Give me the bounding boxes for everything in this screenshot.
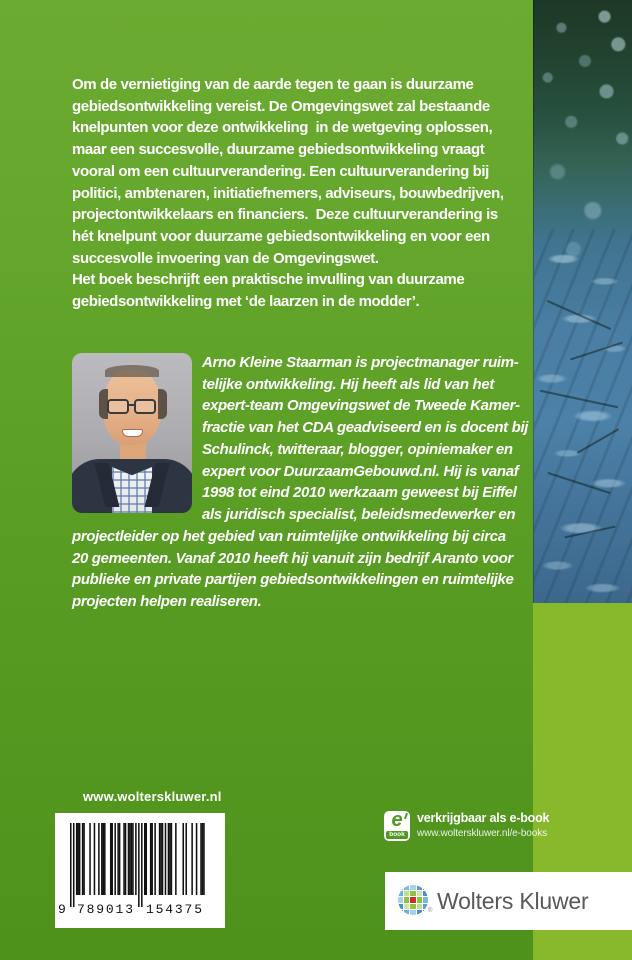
ebook-badge-letter: e — [391, 809, 403, 831]
globe-mosaic-cell — [404, 910, 409, 915]
ebook-badge-icon — [384, 811, 410, 841]
water-ripples-overlay — [534, 229, 632, 603]
bio-line: Schulinck, twitteraar, blogger, opiniemaker en — [202, 440, 513, 458]
back-cover-blurb — [72, 74, 524, 313]
portrait-hair — [158, 389, 167, 419]
globe-mosaic-cell — [398, 910, 403, 915]
globe-mosaic-cell — [410, 891, 415, 896]
blurb-line: hét knelpunt voor duurzame gebiedsontwikkeling en voor een — [72, 227, 490, 245]
bio-line: projecten helpen realiseren. — [72, 593, 262, 611]
globe-mosaic-cell — [404, 885, 409, 890]
glasses-icon — [134, 399, 156, 414]
registered-trademark-symbol: ® — [428, 908, 433, 914]
wolters-kluwer-globe-icon — [398, 885, 428, 915]
isbn-barcode — [55, 813, 225, 928]
bio-line: publieke en private partijen gebiedsontwikkelingen en ruimtelijke — [72, 571, 514, 589]
blurb-line: succesvolle invoering van de Omgevingswet. — [72, 249, 379, 267]
portrait-hair — [105, 365, 159, 377]
ebook-badge-word: book — [386, 831, 408, 839]
bio-line: telijke ontwikkeling. Hij heeft als lid van het — [202, 375, 494, 393]
blurb-line: gebiedsontwikkeling vereist. De Omgevingswet zal bestaande — [72, 97, 490, 115]
bio-line: Arno Kleine Staarman is projectmanager ruim- — [202, 354, 519, 371]
glasses-icon — [107, 399, 129, 414]
globe-mosaic-cell — [423, 891, 428, 896]
blurb-line: politici, ambtenaren, initiatiefnemers, adviseurs, bouwbedrijven, — [72, 184, 504, 202]
blurb-line: gebiedsontwikkeling met ‘de laarzen in de modder’. — [72, 293, 420, 311]
globe-mosaic-cell — [417, 891, 422, 896]
bio-line: expert-team Omgevingswet de Tweede Kamer- — [202, 397, 520, 415]
author-bio-full-width — [72, 526, 532, 613]
portrait-smile — [122, 429, 143, 437]
publisher-website-url: www.wolterskluwer.nl — [83, 789, 222, 804]
isbn-digits-group1: 789013 — [77, 902, 133, 917]
globe-mosaic-cell — [398, 904, 403, 909]
blurb-line: Om de vernietiging van de aarde tegen te gaan is duurzame — [72, 76, 474, 93]
isbn-digit-prefix: 9 — [58, 902, 66, 917]
globe-mosaic-cell — [410, 897, 415, 902]
bio-line: 20 gemeenten. Vanaf 2010 heeft hij vanuit zijn bedrijf Aranto voor — [72, 549, 513, 567]
blurb-line: vooral om een cultuurverandering. Een cultuurverandering bij — [72, 162, 489, 180]
blurb-line: projectontwikkelaars en financiers. Deze cultuurverandering is — [72, 206, 498, 224]
globe-mosaic-cell — [410, 904, 415, 909]
globe-mosaic-cell — [404, 897, 409, 902]
globe-mosaic-cell — [404, 904, 409, 909]
bio-line: 1998 tot eind 2010 werkzaam geweest bij Eiffel — [202, 484, 517, 502]
ebook-availability-text: verkrijgbaar als e-book — [417, 811, 550, 825]
bio-line: projectleider op het gebied van ruimtelijke ontwikkeling bij circa — [72, 528, 506, 545]
glasses-bridge — [128, 404, 135, 406]
globe-mosaic-cell — [410, 910, 415, 915]
globe-mosaic-cell — [417, 910, 422, 915]
bio-line: expert voor DuurzaamGebouwd.nl. Hij is vanaf — [202, 462, 519, 480]
globe-mosaic-cell — [398, 897, 403, 902]
globe-mosaic-cell — [417, 897, 422, 902]
author-portrait-photo — [72, 353, 192, 513]
globe-mosaic-cell — [423, 885, 428, 890]
globe-mosaic-cell — [398, 891, 403, 896]
globe-mosaic-cell — [404, 891, 409, 896]
ean13-barcode — [58, 819, 222, 917]
globe-mosaic-cell — [398, 885, 403, 890]
water-nature-photo — [533, 0, 632, 603]
globe-mosaic-cell — [423, 897, 428, 902]
blurb-line: Het boek beschrijft een praktische invulling van duurzame — [72, 271, 465, 289]
globe-mosaic-cell — [417, 885, 422, 890]
ebook-url-text: www.wolterskluwer.nl/e-books — [417, 828, 548, 839]
author-bio-beside-photo — [202, 352, 532, 526]
publisher-logo-box — [385, 872, 632, 930]
blurb-line: maar een succesvolle, duurzame gebiedsontwikkeling vraagt — [72, 141, 485, 159]
bio-line: fractie van het CDA geadviseerd en is docent bij — [202, 419, 529, 437]
blurb-line: knelpunten voor deze ontwikkeling in de wetgeving oplossen, — [72, 119, 493, 137]
publisher-name: Wolters Kluwer — [437, 887, 589, 914]
globe-mosaic-cell — [417, 904, 422, 909]
bio-line: als juridisch specialist, beleidsmedewerker en — [202, 505, 516, 523]
isbn-digits-group2: 154375 — [146, 902, 202, 917]
globe-mosaic-cell — [410, 885, 415, 890]
